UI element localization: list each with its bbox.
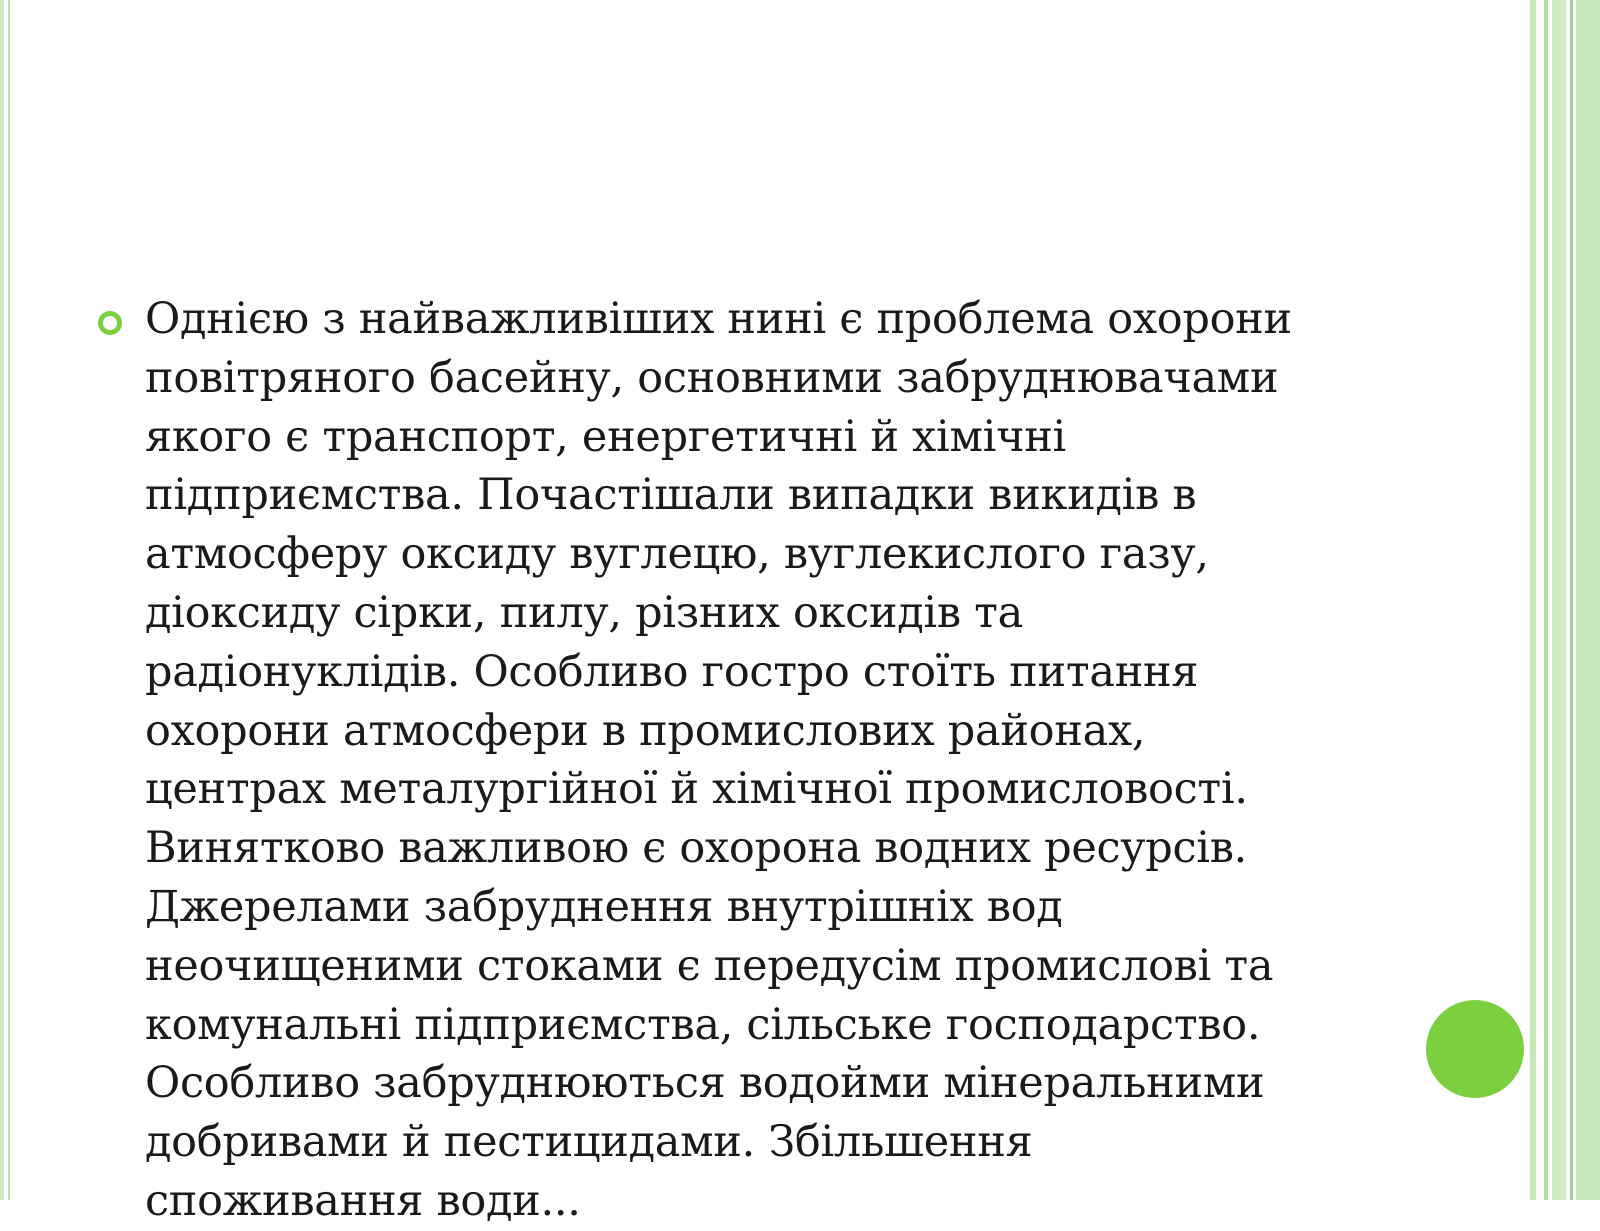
right-frame-stripe <box>1544 0 1548 1200</box>
left-frame-line-inner <box>8 0 10 1200</box>
right-frame-stripe <box>1576 0 1600 1200</box>
slide-body-text: Однією з найважливіших нині є проблема охорони повітряного басейну, основними забруднювачами якого є транспорт, енергетичні й хімічні підприємства. Почастішали випадки викидів в атмосферу оксиду вуглецю, вуглекислого газу, діоксиду сірки, пилу, різних оксидів та радіонуклідів. Особливо гостро стоїть питання охорони атмосфери в промислових районах, центрах металургійної й хімічної промисловості. Винятково важливою є охорона водних ресурсів. Джерелами забруднення внутрішніх вод неочищеними стоками є передусім промислові та комунальні підприємства, сільське господарство. Особливо забруднюються водойми мінеральними добривами й пестицидами. Збільшення споживання води... <box>145 294 1292 1226</box>
ring-bullet-icon <box>98 311 122 335</box>
right-frame-stripe <box>1570 0 1573 1200</box>
green-circle-icon <box>1426 1000 1524 1098</box>
right-frame-stripe <box>1530 0 1536 1200</box>
left-frame-line-outer <box>0 0 4 1200</box>
right-frame-stripe <box>1552 0 1566 1200</box>
